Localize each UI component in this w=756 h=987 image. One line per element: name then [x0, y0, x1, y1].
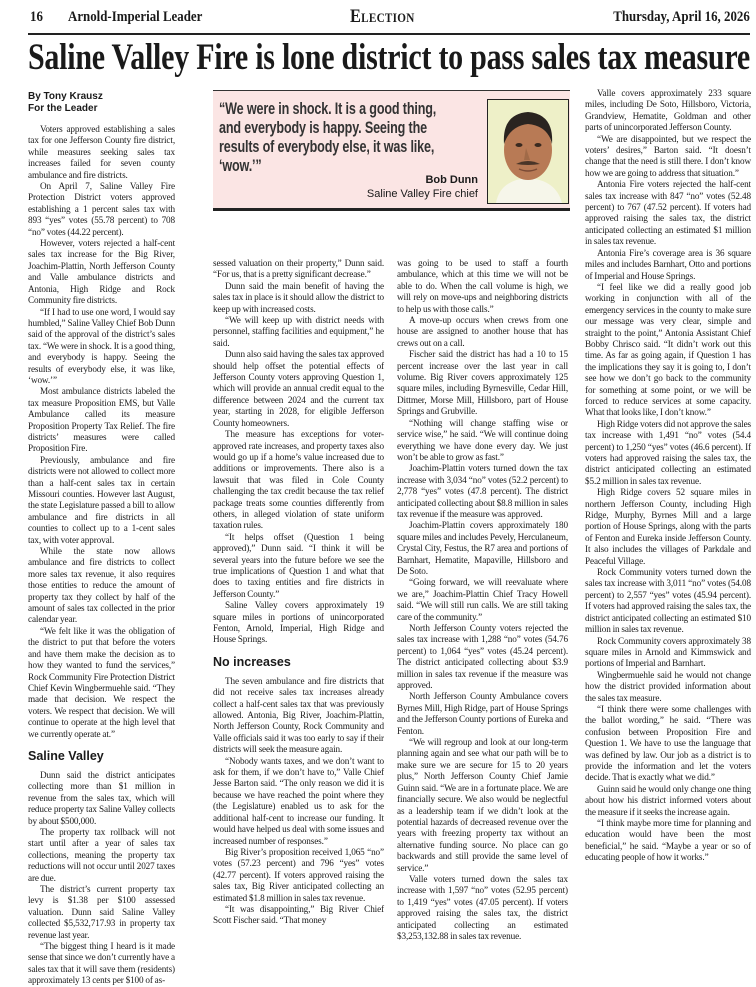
paragraph: North Jefferson County voters rejected the sales tax increase with 1,288 “no” votes (54.76 percent) to 1,064 “yes” votes (45.24 percent). The district anticipated collecting about $3.9 million in sales tax revenue if the measure was approved.	[397, 623, 568, 691]
paragraph: Joachim-Plattin covers approximately 180 square miles and includes Pevely, Herculaneum, Crystal City, Festus, the R7 area and portions of Barnhart, Hematite, Mapaville, Hillsboro and De Soto.	[397, 520, 568, 576]
article-column-2	[213, 258, 384, 927]
paper-name: Arnold-Imperial Leader	[68, 9, 203, 25]
paragraph: The district’s current property tax levy is $1.38 per $100 assessed valuation. Dunn said Saline Valley collected $5,532,717.93 in property tax revenue last year.	[28, 884, 175, 940]
paragraph: High Ridge covers 52 square miles in northern Jefferson County, including High Ridge, Murphy, Byrnes Mill and a large portion of House Springs, along with the parts of Fenton and Eureka inside Jefferson County. It also includes the villages of Parkdale and Peaceful Village.	[585, 487, 751, 566]
paragraph: Fischer said the district has had a 10 to 15 percent increase over the last year in call volume. Big River covers approximately 125 square miles, including Byrnesville, Cedar Hill, Dittmer, Morse Mill, Hillsboro, part of House Springs and Grubville.	[397, 349, 568, 417]
paragraph: Antonia Fire voters rejected the half-cent sales tax increase with 847 “no” votes (52.48 percent) to 767 (47.52 percent). If voters had approved raising the sales tax, the district anticipated collecting an estimated $1 million in sales tax revenue.	[585, 179, 751, 247]
paragraph: “We will keep up with district needs with personnel, staffing facilities and equipment,” he said.	[213, 315, 384, 348]
byline	[28, 91, 175, 115]
paragraph: “Nobody wants taxes, and we don’t want to ask for them, if we don’t have to,” Valle Chief Jesse Barton said. “The only reason we did it is because we have reached the point where they (the Legislature) enabled us to ask for the additional half-cent to increase our funding. It would have helped us deal with some issues and increased number of responses.”	[213, 755, 384, 846]
paragraph: However, voters rejected a half-cent sales tax increase for the Big River, Joachim-Plattin, North Jefferson County and Valle ambulance districts and Antonia, High Ridge and Rock Community fire districts.	[28, 238, 175, 306]
pull-quote-line: “We were in shock. It is a good thing,	[219, 99, 437, 118]
paragraph: The property tax rollback will not start until after a year of sales tax collections, meaning the property tax reductions will not occur until 2027 taxes are due.	[28, 826, 175, 883]
paragraph: High Ridge voters did not approve the sales tax increase with 1,491 “no” votes (54.4 percent) to 1,250 “yes” votes (46.6 percent). If voters had approved raising the sales tax, the district anticipated collecting an estimated $5.2 million in sales tax revenue.	[585, 418, 751, 486]
byline-author: By Tony Krausz	[28, 91, 103, 102]
paragraph: was going to be used to staff a fourth ambulance, which at this time we will not be able to do. When the call volume is high, we will rely on move-ups and neighboring districts to help us with those calls.”	[397, 258, 568, 314]
paragraph: “I feel like we did a really good job working in conjunction with all of the emergency services in the county to make sure our message was very clear, simple and straight to the point,” Antonia Assistant Chief Bobby Chrisco said. “It didn’t work out this time. As far as going again, if Question 1 has the implications they say it is going to, I don’t see how we don’t go back to the community for something at some point, or we will be forced to reduce services at some capacity. What that looks like, I don’t know.”	[585, 281, 751, 418]
paragraph: Wingbermuehle said he would not change how the district provided information about the sales tax measure.	[585, 669, 751, 703]
paragraph: North Jefferson County Ambulance covers Byrnes Mill, High Ridge, part of House Springs and the Jefferson County portions of Eureka and Fenton.	[397, 691, 568, 736]
masthead-rule	[28, 33, 750, 35]
paragraph: On April 7, Saline Valley Fire Protection District voters approved establishing a 1 percent sales tax with 893 “yes” votes (55.78 percent) to 708 “no” votes (44.22 percent).	[28, 181, 175, 237]
paragraph: “It was disappointing,” Big River Chief Scott Fischer said. “That money	[213, 903, 384, 926]
paragraph: “Nothing will change staffing wise or service wise,” he said. “We will continue doing everything we have done every day. We just won’t be able to grow as fast.”	[397, 417, 568, 462]
paragraph: Saline Valley covers approximately 19 square miles in portions of unincorporated Fenton, Arnold, Imperial, High Ridge and House Springs.	[213, 600, 384, 645]
paragraph: Dunn also said having the sales tax approved should help offset the potential effects of Jefferson County voters approving Question 1, which will provide an annual credit equal to the difference between 2024 and the current tax year, starting in 2028, for eligible Jefferson County homeowners.	[213, 349, 384, 428]
paragraph: Rock Community covers approximately 38 square miles in Arnold and Kimmswick and portions of Imperial and Barnhart.	[585, 635, 751, 669]
paragraph: While the state now allows ambulance and fire districts to collect more sales tax revenue, it also requires those entities to reduce the amount of property tax they collect by half of the amount of sales tax collected in the prior calendar year.	[28, 546, 175, 625]
pull-quote-speaker: Bob Dunn	[425, 174, 478, 186]
paragraph: A move-up occurs when crews from one house are assigned to another house that has crews out on a call.	[397, 315, 568, 348]
paragraph: Previously, ambulance and fire districts were not allowed to collect more than a half-cent sales tax in certain Missouri counties. However last August, the state Legislature passed a bill to allow ambulance and fire districts in all counties to collect up to a 1-cent sales tax, with voter approval.	[28, 454, 175, 545]
paragraph: Most ambulance districts labeled the tax measure Proposition EMS, but Valle Ambulance called its measure Proposition Property Tax Relief. The fire districts’ measures were called Proposition Fire.	[28, 386, 175, 454]
paragraph: Guinn said he would only change one thing about how his district informed voters about the measure if it seeks the increase again.	[585, 783, 751, 817]
byline-credit: For the Leader	[28, 103, 98, 114]
article-column-3	[397, 258, 568, 942]
paragraph: “I think maybe more time for planning and education would have been the most beneficial,” he said. “Maybe a year or so of educating people of how it works.”	[585, 818, 751, 863]
page-number: 16	[30, 9, 43, 25]
paragraph: “I think there were some challenges with the ballot wording,” he said. “There was confusion between Proposition Fire and Question 1. We have to use the language that was defined by law. Our job as a district is to provide the information and let the voters decide. That is exactly what we did.”	[585, 703, 751, 783]
paragraph: “We are disappointed, but we respect the voters’ desires,” Barton said. “It doesn’t change that the need is still there. I don’t know how we are going to address that situation.”	[585, 133, 751, 178]
section-name: Election	[350, 6, 415, 27]
paragraph: Valle covers approximately 233 square miles, including De Soto, Hillsboro, Victoria, Grandview, Hematite, Goldman and other parts of unincorporated Jefferson County.	[585, 88, 751, 133]
paragraph: “We felt like it was the obligation of the district to put that before the voters and have them make the decision as to how they wanted to fund the services,” Rock Community Fire Protection District Chief Kevin Wingbermuehle said. “They made that decision. We respect the voters. We respect that decision. We will continue to operate at the high level that we currently operate at.”	[28, 625, 175, 739]
subheading: No increases	[213, 654, 291, 669]
pull-quote-line: ‘wow.’”	[219, 156, 262, 175]
subheading: Saline Valley	[28, 748, 104, 763]
paragraph: “We will regroup and look at our long-term planning again and see what our path will be to make sure we are secure for 15 to 20 years plus,” North Jefferson County Chief Jamie Guinn said. “We are in a fortunate place. We are financially secure. We also would be neglectful as a leadership team if we didn’t look at the potential hazards of decreased revenue over the years with freezing property tax without an alternative funding source. No place can go backwards and still provide the same level of service.”	[397, 737, 568, 873]
paragraph: “It helps offset (Question 1 being approved),” Dunn said. “I think it will be several years into the future before we see the true implications of Question 1 and what that does to taxing entities and fire districts in Jefferson County.”	[213, 531, 384, 599]
paragraph: Dunn said the district anticipates collecting more than $1 million in revenue from the sales tax, which will reduce property tax Saline Valley collects by about $500,000.	[28, 769, 175, 826]
paragraph: “Going forward, we will reevaluate where we are,” Joachim-Plattin Chief Tracy Howell said. “We will still run calls. We are still taking care of the community.”	[397, 577, 568, 622]
paragraph: The measure has exceptions for voter-approved rate increases, and property taxes also would go up if a home’s value increased due to additions or improvements. There also is a lawsuit that was filed in Cole County challenging the tax credit because the tax relief package treats some counties differently from others, in alleged violation of state uniform taxation rules.	[213, 429, 384, 531]
paragraph: Valle voters turned down the sales tax increase with 1,597 “no” votes (52.95 percent) to 1,419 “yes” votes (47.05 percent). If voters approved raising the sales tax, the district anticipated collecting an estimated $3,253,132.88 in sales tax revenue.	[397, 873, 568, 941]
person-headshot-icon	[488, 100, 568, 203]
paragraph: Joachim-Plattin voters turned down the tax increase with 3,034 “no” votes (52.2 percent) to 2,778 “yes” votes (47.8 percent). The district anticipated collecting about $8.8 million in sales tax revenue if the measure was approved.	[397, 463, 568, 519]
article-column-1	[28, 91, 175, 987]
paragraph: Dunn said the main benefit of having the sales tax in place is it should allow the district to keep up with increased costs.	[213, 280, 384, 314]
pull-quote-speaker-title: Saline Valley Fire chief	[366, 188, 478, 200]
headshot-photo	[487, 99, 569, 204]
paragraph: Antonia Fire’s coverage area is 36 square miles and includes Barnhart, Otto and portions of Imperial and House Springs.	[585, 247, 751, 281]
paragraph: sessed valuation on their property,” Dunn said. “For us, that is a pretty significant decrease.”	[213, 258, 384, 280]
headline: Saline Valley Fire is lone district to pass sales tax measure	[28, 37, 750, 78]
pull-quote	[213, 90, 570, 211]
issue-date: Thursday, April 16, 2026	[613, 9, 750, 25]
paragraph: “The biggest thing I heard is it made sense that since we don’t currently have a sales tax that it will save them (residents) approximately 13 cents per $100 of as-	[28, 941, 175, 986]
paragraph: Rock Community voters turned down the sales tax increase with 3,011 “no” votes (54.08 percent) to 2,557 “yes” votes (45.94 percent). If voters had approved raising the sales tax, the district anticipated collecting an estimated $10 million in sales tax revenue.	[585, 567, 751, 635]
paragraph: Big River’s proposition received 1,065 “no” votes (57.23 percent) and 796 “yes” votes (42.77 percent). If voters approved raising the sales tax, Big River anticipated collecting an estimated $1.8 million in sales tax revenue.	[213, 846, 384, 903]
article-column-4	[585, 88, 751, 864]
paragraph: The seven ambulance and fire districts that did not receive sales tax increases already collect a half-cent sales tax that was previously allowed. Antonia, Big River, Joachim-Plattin, North Jefferson County, Rock Community and Valle officials said it was too early to say if their districts will seek the measure again.	[213, 675, 384, 755]
paragraph: Voters approved establishing a sales tax for one Jefferson County fire district, while measures seeking sales tax increases failed for seven county ambulance and fire districts.	[28, 124, 175, 180]
pull-quote-line: results of everybody else, it was like,	[219, 137, 435, 156]
paragraph: “If I had to use one word, I would say humbled,” Saline Valley Chief Bob Dunn said of the approval of the district’s sales tax. “We were in shock. It is a good thing, and everybody is happy. Seeing the results of everybody else, it was like, ‘wow.’”	[28, 306, 175, 385]
pull-quote-line: and everybody is happy. Seeing the	[219, 118, 427, 137]
